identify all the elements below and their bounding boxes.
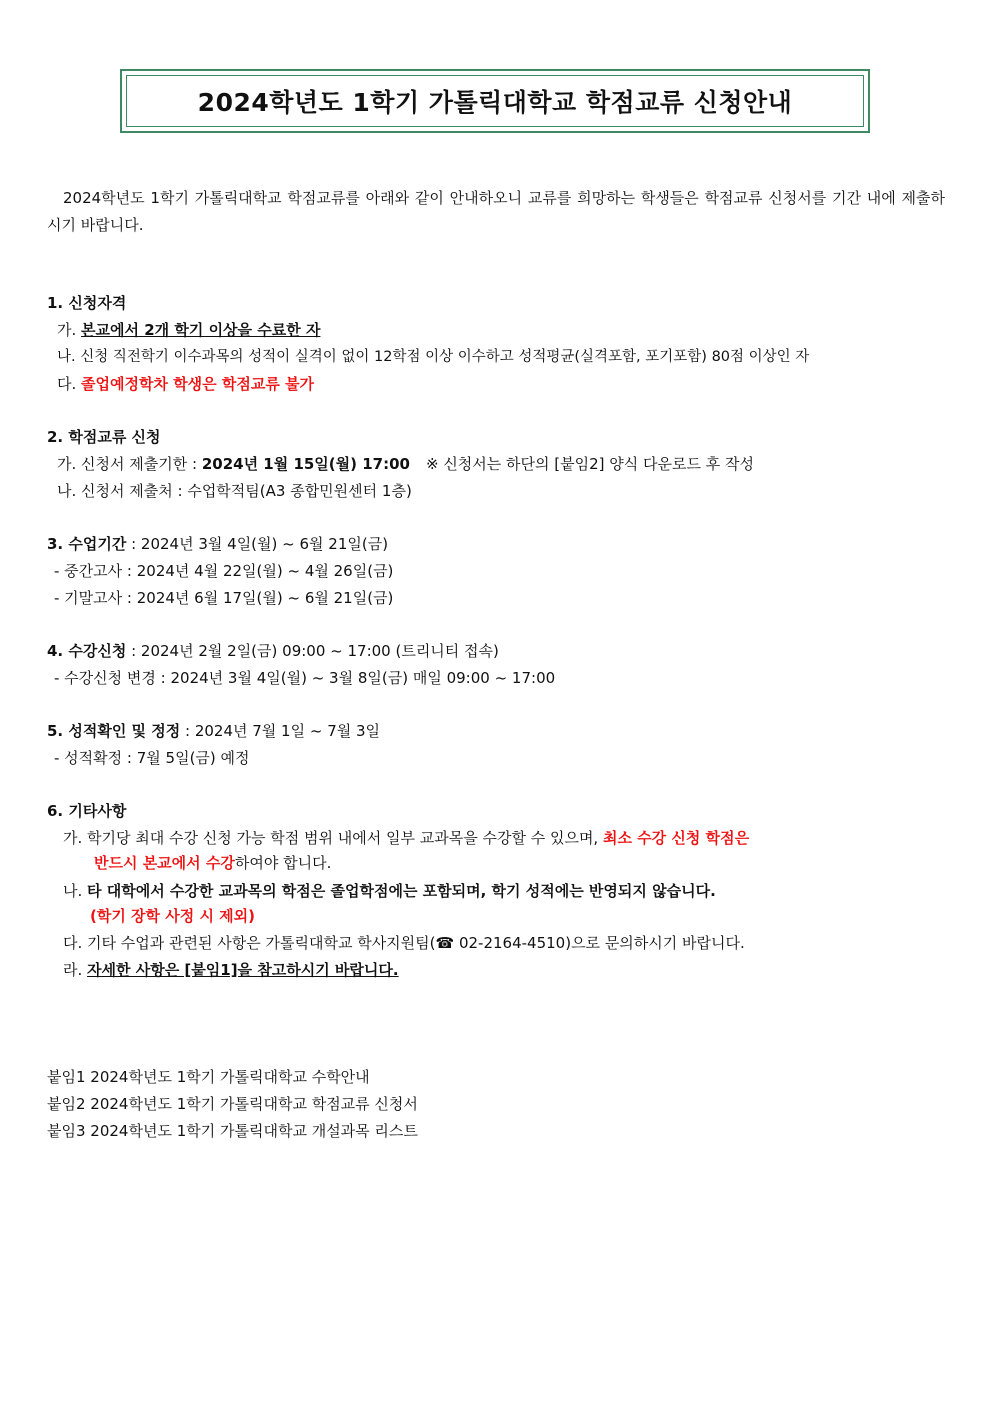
section-6-item-b [63,881,716,901]
section-6-item-a-line1 [63,828,749,848]
form-note: ※ 신청서는 하단의 [붙임2] 양식 다운로드 후 작성 [425,455,754,473]
item-a-text: 가. 학기당 최대 수강 신청 가능 학점 범위 내에서 일부 교과목을 수강할 수 있으며, [63,829,603,847]
item-d-text: 자세한 사항은 [붙임1]을 참고하시기 바랍니다. [87,961,399,979]
intro-paragraph: 2024학년도 1학기 가톨릭대학교 학점교류를 아래와 같이 안내하오니 교류를 희망하는 학생들은 학점교류 신청서를 기간 내에 제출하시기 바랍니다. [47,189,945,234]
item-d-prefix: 라. [63,961,88,979]
title-box [120,69,870,133]
midterm-exam: - 중간고사 : 2024년 4월 22일(월) ~ 4월 26일(금) [54,562,394,580]
section-2-item-a [57,454,754,474]
section-4-heading: 4. 수강신청 [47,642,127,660]
section-5-heading: 5. 성적확인 및 정정 [47,722,181,740]
item-a-red: 최소 수강 신청 학점은 [602,829,750,847]
section-2-heading: 2. 학점교류 신청 [47,428,161,446]
grade-confirm: - 성적확정 : 7월 5일(금) 예정 [54,749,250,767]
section-6-heading: 6. 기타사항 [47,802,127,820]
section-3-line [47,534,388,554]
class-period: : 2024년 3월 4일(월) ~ 6월 21일(금) [126,535,389,553]
registration-change: - 수강신청 변경 : 2024년 3월 4일(월) ~ 3월 8일(금) 매일 09:00 ~ 17:00 [54,669,556,687]
registration-period: : 2024년 2월 2일(금) 09:00 ~ 17:00 (트리니티 접속) [126,642,499,660]
section-3-heading: 3. 수업기간 [47,535,127,553]
deadline-date: 2024년 1월 15일(월) 17:00 [201,455,410,473]
item-a-text: 본교에서 2개 학기 이상을 수료한 자 [81,321,321,339]
section-6-item-c: 다. 기타 수업과 관련된 사항은 가톨릭대학교 학사지원팀(☎ 02-2164-4510)으로 문의하시기 바랍니다. [63,934,745,952]
section-6-item-d [63,960,399,980]
grade-check-period: : 2024년 7월 1일 ~ 7월 3일 [180,722,381,740]
section-2-item-b: 나. 신청서 제출처 : 수업학적팀(A3 종합민원센터 1층) [57,482,412,500]
title-inner-border [126,75,864,127]
section-1-item-b: 나. 신청 직전학기 이수과목의 성적이 실격이 없이 12학점 이상 이수하고 성적평균(실격포함, 포기포함) 80점 이상인 자 [57,349,810,365]
final-exam: - 기말고사 : 2024년 6월 17일(월) ~ 6월 21일(금) [54,589,394,607]
attachment-3: 붙임3 2024학년도 1학기 가톨릭대학교 개설과목 리스트 [47,1122,418,1140]
item-c-prefix: 다. [57,375,82,393]
section-4-line [47,641,499,661]
section-6-item-b-note: (학기 장학 사정 시 제외) [90,907,256,925]
document-title: 2024학년도 1학기 가톨릭대학교 학점교류 신청안내 [197,88,793,117]
deadline-label: 가. 신청서 제출기한 : [57,455,202,473]
attachment-2: 붙임2 2024학년도 1학기 가톨릭대학교 학점교류 신청서 [47,1095,418,1113]
item-c-text: 졸업예정학차 학생은 학점교류 불가 [81,375,315,393]
item-b-prefix: 나. [63,882,88,900]
item-a-text-2: 하여야 합니다. [234,854,332,872]
item-a-red-2: 반드시 본교에서 수강 [94,854,235,872]
item-b-bold: 타 대학에서 수강한 교과목의 학점은 졸업학점에는 포함되며, 학기 성적에는 반영되지 않습니다. [87,882,716,900]
attachment-1: 붙임1 2024학년도 1학기 가톨릭대학교 수학안내 [47,1068,370,1086]
section-5-line [47,721,380,741]
section-6-item-a-line2 [94,853,331,873]
section-1-item-c [57,374,314,394]
section-1-item-a [57,320,320,340]
section-1-heading: 1. 신청자격 [47,294,127,312]
item-a-prefix: 가. [57,321,82,339]
